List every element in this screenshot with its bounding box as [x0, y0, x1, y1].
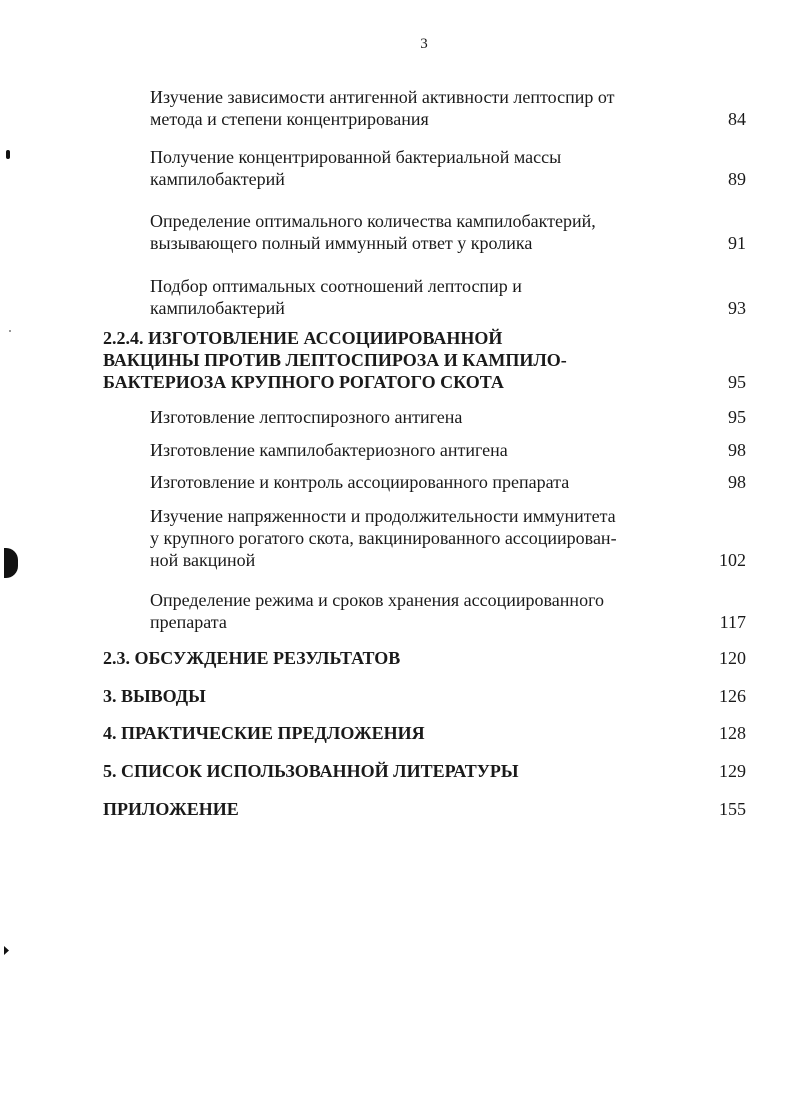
- toc-entry-title-line: вызывающего полный иммунный ответ у кролика: [150, 233, 533, 253]
- toc-entry: [150, 275, 746, 319]
- page-number: 3: [420, 36, 428, 52]
- toc-entry: [150, 505, 746, 571]
- toc-page-number: 155: [719, 799, 746, 819]
- toc-entry: [150, 210, 746, 254]
- toc-page-number: 95: [728, 372, 746, 392]
- toc-entry: [150, 146, 746, 190]
- toc-heading-line: 4. ПРАКТИЧЕСКИЕ ПРЕДЛОЖЕНИЯ: [103, 723, 425, 743]
- toc-entry-title-line: Получение концентрированной бактериальной массы: [150, 147, 562, 167]
- toc-page-number: 89: [728, 169, 746, 189]
- toc-entry-title-line: Изучение зависимости антигенной активности лептоспир от: [150, 87, 615, 107]
- toc-entry-title-line: Изготовление и контроль ассоциированного препарата: [150, 472, 570, 492]
- toc-entry-title-line: препарата: [150, 612, 227, 632]
- toc-page-number: 102: [719, 550, 746, 570]
- toc-page-number: 126: [719, 686, 746, 706]
- toc-heading-line: 2.2.4. ИЗГОТОВЛЕНИЕ АССОЦИИРОВАННОЙ: [103, 328, 503, 348]
- toc-page-number: 84: [728, 109, 746, 129]
- toc-entry: [150, 406, 746, 428]
- toc-section-heading: [103, 685, 746, 707]
- toc-entry: [150, 471, 746, 493]
- toc-heading-line: 5. СПИСОК ИСПОЛЬЗОВАННОЙ ЛИТЕРАТУРЫ: [103, 761, 519, 781]
- toc-page-number: 128: [719, 723, 746, 743]
- toc-page-number: 91: [728, 233, 746, 253]
- toc-page-number: 95: [728, 407, 746, 427]
- scan-artifact-mark: [4, 946, 9, 955]
- toc-entry-title-line: кампилобактерий: [150, 298, 285, 318]
- toc-page-number: 129: [719, 761, 746, 781]
- scan-artifact-mark: [9, 330, 11, 332]
- toc-entry-title-line: ной вакциной: [150, 550, 256, 570]
- toc-heading-line: ВАКЦИНЫ ПРОТИВ ЛЕПТОСПИРОЗА И КАМПИЛО-: [103, 350, 567, 370]
- toc-page-number: 117: [719, 612, 746, 632]
- toc-heading-line: 3. ВЫВОДЫ: [103, 686, 206, 706]
- toc-entry-title-line: Изготовление кампилобактериозного антигена: [150, 440, 508, 460]
- toc-section-heading: [103, 798, 746, 820]
- toc-entry: [150, 86, 746, 130]
- toc-section-heading: [103, 327, 746, 393]
- toc-entry-title-line: кампилобактерий: [150, 169, 285, 189]
- toc-page-number: 98: [728, 472, 746, 492]
- toc-section-heading: [103, 722, 746, 744]
- toc-entry-title-line: у крупного рогатого скота, вакцинированного ассоциирован-: [150, 528, 617, 548]
- toc-entry-title-line: Изучение напряженности и продолжительности иммунитета: [150, 506, 616, 526]
- toc-entry-title-line: Подбор оптимальных соотношений лептоспир и: [150, 276, 522, 296]
- toc-page-number: 98: [728, 440, 746, 460]
- scan-artifact-mark: [6, 150, 10, 159]
- toc-entry-title-line: метода и степени концентрирования: [150, 109, 429, 129]
- toc-entry: [150, 439, 746, 461]
- toc-entry: [150, 589, 746, 633]
- toc-heading-line: БАКТЕРИОЗА КРУПНОГО РОГАТОГО СКОТА: [103, 372, 504, 392]
- scan-artifact-mark: [4, 548, 18, 578]
- toc-page-number: 93: [728, 298, 746, 318]
- toc-heading-line: ПРИЛОЖЕНИЕ: [103, 799, 239, 819]
- toc-section-heading: [103, 760, 746, 782]
- toc-page-number: 120: [719, 648, 746, 668]
- toc-section-heading: [103, 647, 746, 669]
- toc-entry-title-line: Изготовление лептоспирозного антигена: [150, 407, 463, 427]
- toc-heading-line: 2.3. ОБСУЖДЕНИЕ РЕЗУЛЬТАТОВ: [103, 648, 401, 668]
- toc-entry-title-line: Определение режима и сроков хранения ассоциированного: [150, 590, 604, 610]
- toc-entry-title-line: Определение оптимального количества кампилобактерий,: [150, 211, 596, 231]
